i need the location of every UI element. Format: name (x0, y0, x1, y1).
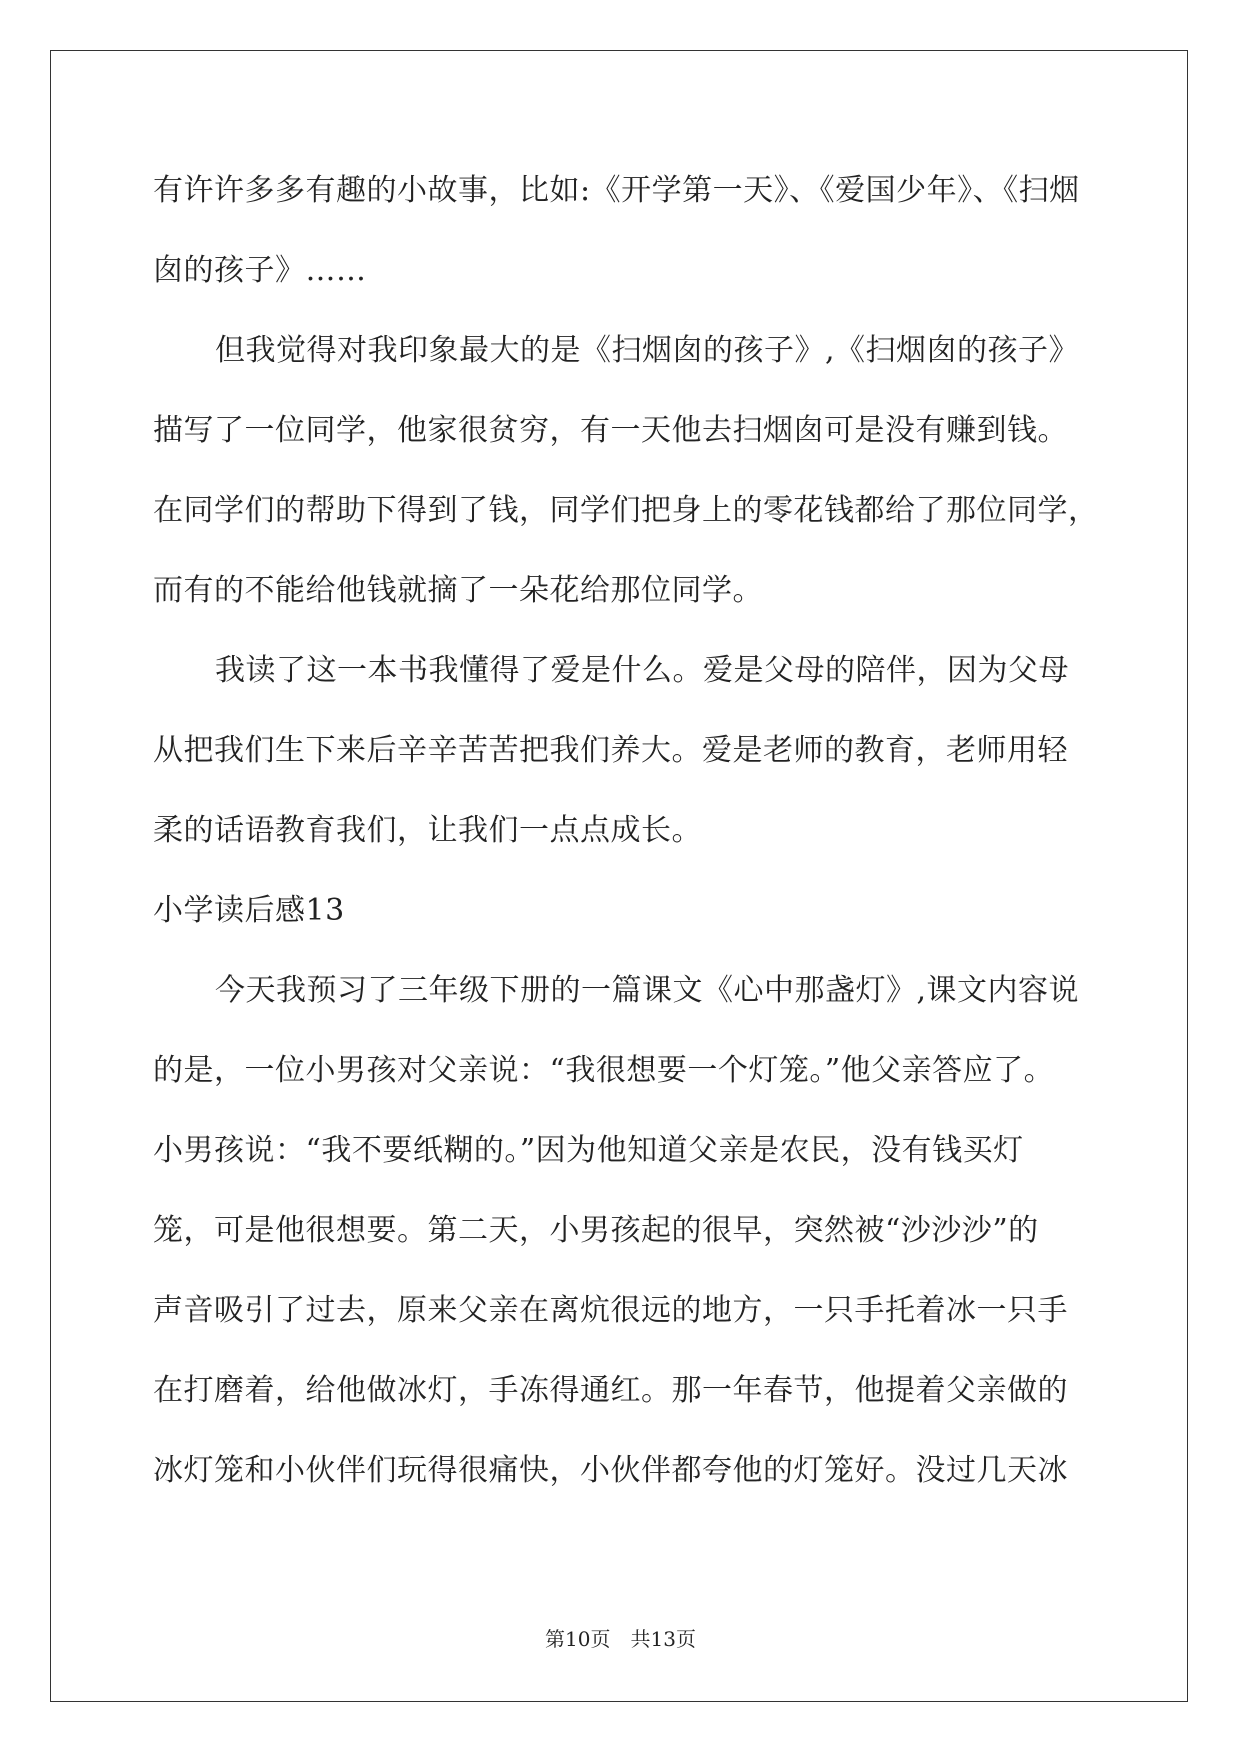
text-line-17: 冰灯笼和小伙伴们玩得很痛快，小伙伴都夸他的灯笼好。没过几天冰 (153, 1453, 1068, 1488)
text-line-6: 而有的不能给他钱就摘了一朵花给那位同学。 (153, 573, 763, 608)
text-line-13: 小男孩说：“我不要纸糊的。”因为他知道父亲是农民，没有钱买灯 (153, 1133, 1024, 1168)
text-line-2: 囱的孩子》…… (153, 253, 367, 288)
text-line-9: 柔的话语教育我们，让我们一点点成长。 (153, 813, 702, 848)
text-line-7: 我读了这一本书我懂得了爱是什么。爱是父母的陪伴，因为父母 (215, 653, 1069, 688)
page-number-footer: 第10页 共13页 (545, 1627, 696, 1651)
text-line-15: 声音吸引了过去，原来父亲在离炕很远的地方，一只手托着冰一只手 (153, 1293, 1068, 1328)
section-heading: 小学读后感13 (153, 893, 345, 928)
text-line-3: 但我觉得对我印象最大的是《扫烟囱的孩子》,《扫烟囱的孩子》 (215, 333, 1080, 368)
text-line-16: 在打磨着，给他做冰灯，手冻得通红。那一年春节，他提着父亲做的 (153, 1373, 1068, 1408)
text-line-8: 从把我们生下来后辛辛苦苦把我们养大。爱是老师的教育，老师用轻 (153, 733, 1068, 768)
text-line-11: 今天我预习了三年级下册的一篇课文《心中那盏灯》,课文内容说 (215, 973, 1080, 1008)
text-line-1: 有许许多多有趣的小故事，比如:《开学第一天》、《爱国少年》、《扫烟 (153, 173, 1080, 208)
text-line-5: 在同学们的帮助下得到了钱，同学们把身上的零花钱都给了那位同学， (153, 493, 1099, 528)
text-line-12: 的是，一位小男孩对父亲说：“我很想要一个灯笼。”他父亲答应了。 (153, 1053, 1055, 1088)
text-line-14: 笼，可是他很想要。第二天，小男孩起的很早，突然被“沙沙沙”的 (153, 1213, 1039, 1248)
text-line-4: 描写了一位同学，他家很贫穷，有一天他去扫烟囱可是没有赚到钱。 (153, 413, 1068, 448)
